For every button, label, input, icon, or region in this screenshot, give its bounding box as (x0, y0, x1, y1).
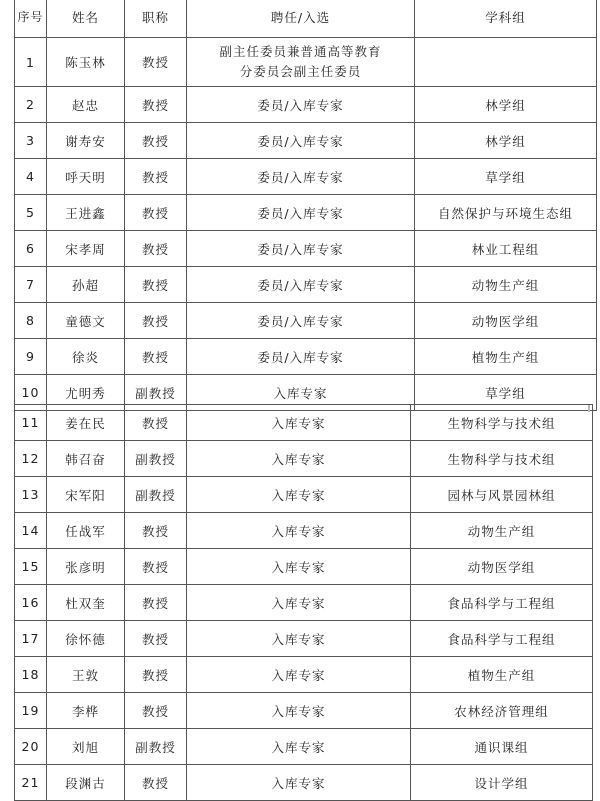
cell-title: 教授 (125, 585, 187, 621)
cell-no: 12 (15, 441, 47, 477)
cell-group: 生物科学与技术组 (411, 405, 593, 441)
cell-no: 17 (15, 621, 47, 657)
cell-title: 教授 (125, 621, 187, 657)
cell-group: 草学组 (415, 375, 597, 411)
cell-group: 设计学组 (411, 765, 593, 801)
cell-group: 动物医学组 (411, 549, 593, 585)
cell-no: 19 (15, 693, 47, 729)
table-row (15, 38, 597, 87)
expert-table-part-1 (14, 0, 597, 411)
cell-no: 18 (15, 657, 47, 693)
table-row (15, 123, 597, 159)
cell-no: 1 (15, 38, 47, 87)
cell-title: 副教授 (125, 441, 187, 477)
cell-no: 16 (15, 585, 47, 621)
table-row (15, 693, 593, 729)
cell-group: 农林经济管理组 (411, 693, 593, 729)
cell-title: 教授 (125, 267, 187, 303)
cell-role: 入库专家 (187, 549, 411, 585)
cell-name: 陈玉林 (47, 38, 125, 87)
cell-group: 林学组 (415, 123, 597, 159)
cell-no: 13 (15, 477, 47, 513)
cell-role (187, 38, 415, 87)
cell-title: 副教授 (125, 729, 187, 765)
cell-name: 呼天明 (47, 159, 125, 195)
cell-group: 通识课组 (411, 729, 593, 765)
table-row (15, 513, 593, 549)
cell-role: 入库专家 (187, 729, 411, 765)
cell-group: 林学组 (415, 87, 597, 123)
table-row (15, 549, 593, 585)
table-row (15, 195, 597, 231)
table-row (15, 477, 593, 513)
expert-table-part-2 (14, 404, 593, 801)
cell-name: 宋孝周 (47, 231, 125, 267)
cell-role: 入库专家 (187, 585, 411, 621)
table-row (15, 729, 593, 765)
cell-no: 9 (15, 339, 47, 375)
table-row (15, 765, 593, 801)
cell-name: 宋军阳 (47, 477, 125, 513)
cell-title: 副教授 (125, 375, 187, 411)
cell-title: 教授 (125, 195, 187, 231)
cell-name: 杜双奎 (47, 585, 125, 621)
cell-title: 教授 (125, 231, 187, 267)
cell-name: 谢寿安 (47, 123, 125, 159)
cell-group: 动物生产组 (411, 513, 593, 549)
cell-no: 8 (15, 303, 47, 339)
cell-title: 教授 (125, 123, 187, 159)
cell-group: 生物科学与技术组 (411, 441, 593, 477)
cell-no: 7 (15, 267, 47, 303)
cell-title: 教授 (125, 765, 187, 801)
cell-group: 动物生产组 (415, 267, 597, 303)
cell-no: 4 (15, 159, 47, 195)
cell-name: 王敦 (47, 657, 125, 693)
cell-role: 委员/入库专家 (187, 159, 415, 195)
cell-name: 李桦 (47, 693, 125, 729)
cell-role: 入库专家 (187, 765, 411, 801)
cell-role: 入库专家 (187, 513, 411, 549)
table-row (15, 303, 597, 339)
cell-no: 20 (15, 729, 47, 765)
table-row (15, 159, 597, 195)
cell-title: 教授 (125, 513, 187, 549)
cell-title: 教授 (125, 693, 187, 729)
cell-group: 植物生产组 (415, 339, 597, 375)
table-row (15, 339, 597, 375)
cell-name: 张彦明 (47, 549, 125, 585)
cell-name: 姜在民 (47, 405, 125, 441)
cell-group (415, 38, 597, 87)
cell-name: 段渊古 (47, 765, 125, 801)
cell-no: 14 (15, 513, 47, 549)
cell-no: 11 (15, 405, 47, 441)
table-row (15, 441, 593, 477)
cell-name: 尤明秀 (47, 375, 125, 411)
cell-name: 刘旭 (47, 729, 125, 765)
cell-role: 委员/入库专家 (187, 123, 415, 159)
cell-role: 入库专家 (187, 405, 411, 441)
cell-title: 教授 (125, 159, 187, 195)
header-no: 序号 (15, 0, 47, 38)
cell-group: 林业工程组 (415, 231, 597, 267)
cell-title: 教授 (125, 405, 187, 441)
cell-no: 6 (15, 231, 47, 267)
cell-no: 15 (15, 549, 47, 585)
cell-role: 委员/入库专家 (187, 303, 415, 339)
table-row (15, 405, 593, 441)
cell-no: 2 (15, 87, 47, 123)
cell-role: 入库专家 (187, 693, 411, 729)
cell-no: 5 (15, 195, 47, 231)
cell-role: 委员/入库专家 (187, 267, 415, 303)
cell-title: 教授 (125, 657, 187, 693)
cell-title: 教授 (125, 87, 187, 123)
table-row (15, 621, 593, 657)
cell-role: 委员/入库专家 (187, 231, 415, 267)
cell-role: 委员/入库专家 (187, 87, 415, 123)
cell-group: 食品科学与工程组 (411, 585, 593, 621)
header-role: 聘任/入选 (187, 0, 415, 38)
cell-name: 徐炎 (47, 339, 125, 375)
cell-name: 任战军 (47, 513, 125, 549)
cell-title: 教授 (125, 303, 187, 339)
cell-role: 入库专家 (187, 477, 411, 513)
header-name: 姓名 (47, 0, 125, 38)
header-group: 学科组 (415, 0, 597, 38)
table-row (15, 657, 593, 693)
table-header-row (15, 0, 597, 38)
cell-role: 入库专家 (187, 375, 415, 411)
cell-role-line: 分委员会副主任委员 (239, 64, 362, 79)
table-row (15, 267, 597, 303)
cell-title: 副教授 (125, 477, 187, 513)
table-row (15, 231, 597, 267)
cell-no: 3 (15, 123, 47, 159)
header-title: 职称 (125, 0, 187, 38)
cell-title: 教授 (125, 549, 187, 585)
cell-title: 教授 (125, 339, 187, 375)
cell-group: 植物生产组 (411, 657, 593, 693)
cell-group: 自然保护与环境生态组 (415, 195, 597, 231)
cell-name: 徐怀德 (47, 621, 125, 657)
table-row (15, 585, 593, 621)
cell-role: 入库专家 (187, 621, 411, 657)
cell-role: 入库专家 (187, 441, 411, 477)
cell-name: 孙超 (47, 267, 125, 303)
table-row (15, 87, 597, 123)
cell-role: 委员/入库专家 (187, 339, 415, 375)
cell-group: 草学组 (415, 159, 597, 195)
cell-group: 食品科学与工程组 (411, 621, 593, 657)
cell-name: 童德文 (47, 303, 125, 339)
cell-role: 入库专家 (187, 657, 411, 693)
cell-no: 10 (15, 375, 47, 411)
cell-role: 委员/入库专家 (187, 195, 415, 231)
cell-title: 教授 (125, 38, 187, 87)
cell-name: 韩召奋 (47, 441, 125, 477)
cell-role-line: 副主任委员兼普通高等教育 (219, 44, 382, 59)
cell-group: 园林与风景园林组 (411, 477, 593, 513)
cell-name: 赵忠 (47, 87, 125, 123)
cell-no: 21 (15, 765, 47, 801)
cell-name: 王进鑫 (47, 195, 125, 231)
cell-group: 动物医学组 (415, 303, 597, 339)
